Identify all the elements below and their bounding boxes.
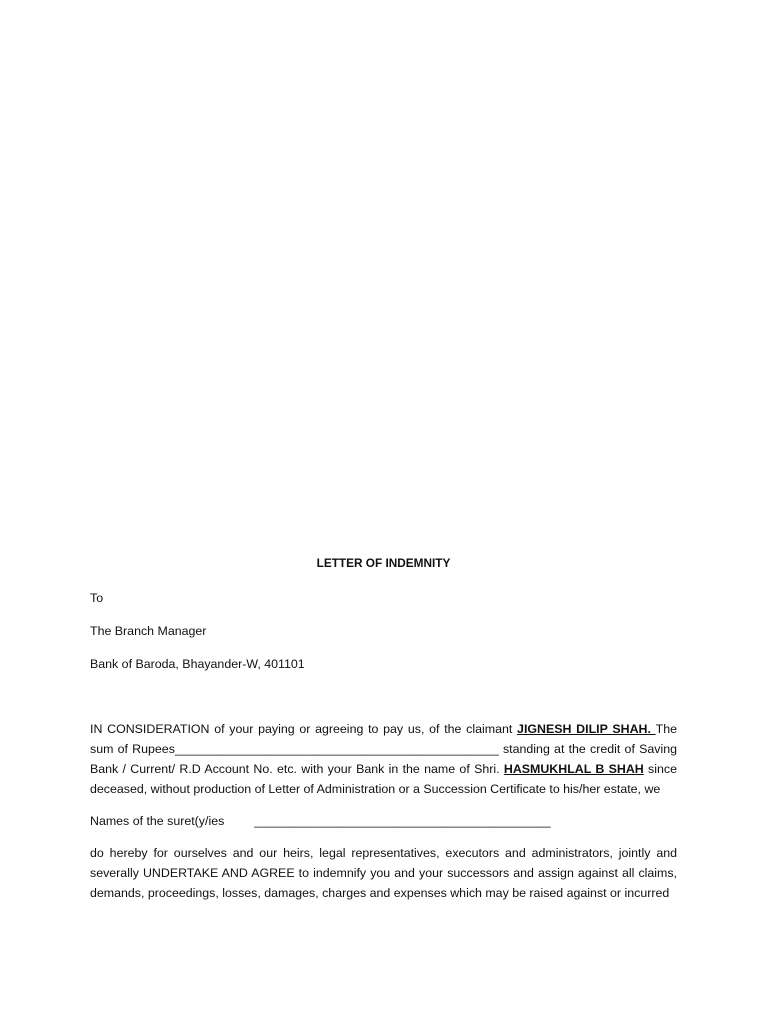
sureties-label: Names of the suret(y/ies xyxy=(90,814,225,828)
account-holder-name: HASMUKHLAL B SHAH xyxy=(503,762,644,776)
sum-text: The sum of Rupees_______________________________________________ standing at the credit of Saving Bank / Current/ R.D Account No. etc. with your Bank in the name of Shri. xyxy=(90,722,678,776)
claimant-name: JIGNESH DILIP SHAH. xyxy=(517,722,656,736)
sureties-line xyxy=(90,811,677,831)
recipient-title: The Branch Manager xyxy=(90,624,207,638)
sureties-blank: ___________________________________________ xyxy=(254,814,551,828)
consideration-suffix: since deceased, without production of Letter of Administration or a Succession Certificate to his/her estate, we xyxy=(90,762,677,796)
letter-title: LETTER OF INDEMNITY xyxy=(316,556,451,570)
bank-address: Bank of Baroda, Bhayander-W, 401101 xyxy=(90,657,305,671)
consideration-paragraph xyxy=(90,719,677,799)
consideration-prefix: IN CONSIDERATION of your paying or agreeing to pay us, of the claimant xyxy=(90,722,518,736)
letter-body xyxy=(90,555,677,903)
undertaking-paragraph: do hereby for ourselves and our heirs, legal representatives, executors and administrators, jointly and severally UNDERTAKE AND AGREE to indemnify you and your successors and assign against all claims, demands, proceedings, losses, damages, charges and expenses which may be raised against or incurred xyxy=(90,846,677,900)
salutation-to: To xyxy=(90,591,104,605)
